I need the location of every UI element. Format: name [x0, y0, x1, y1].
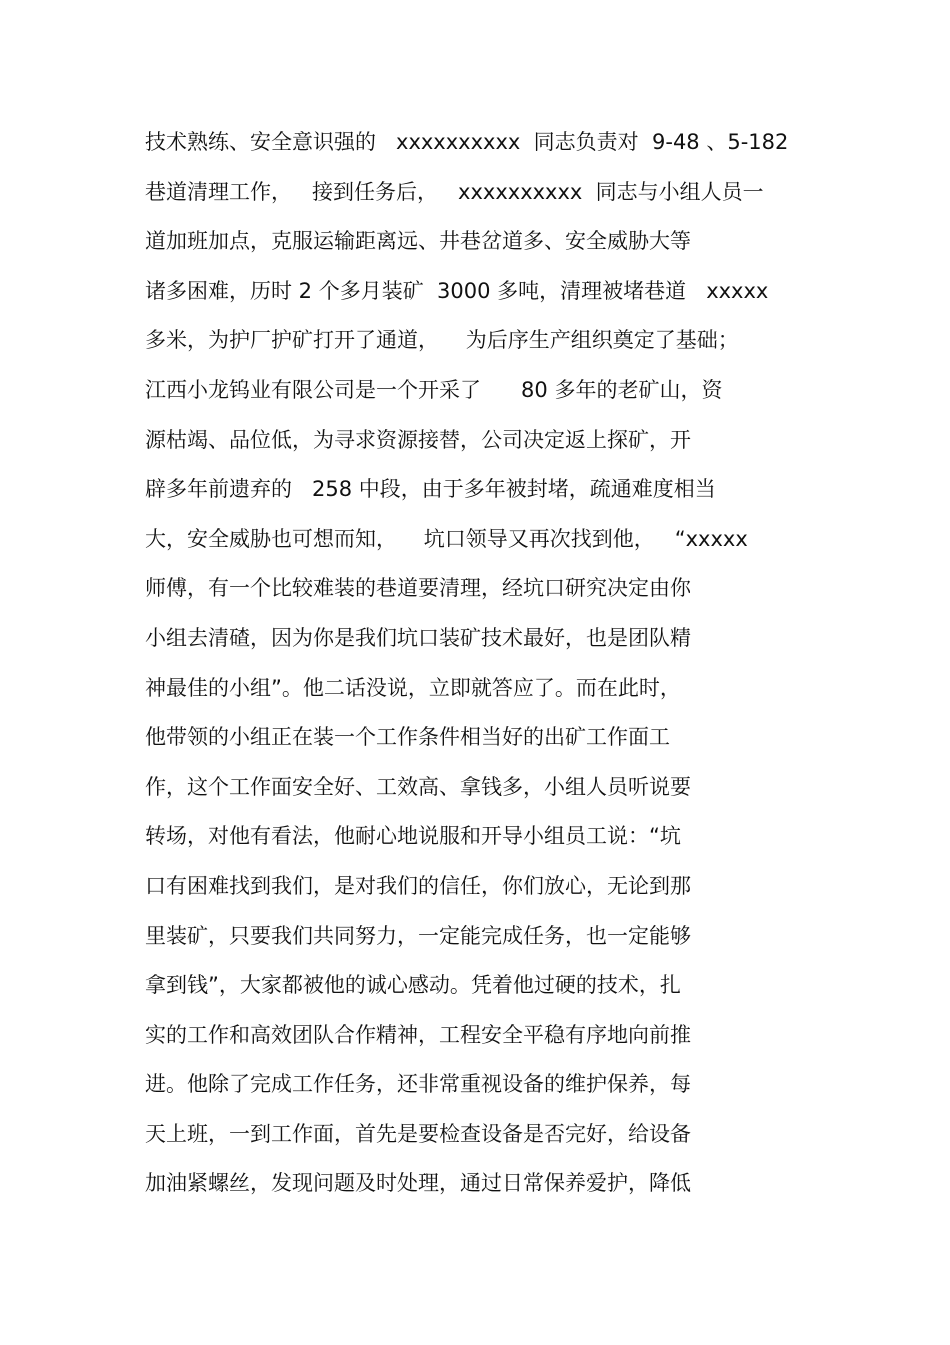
text-line: 江西小龙钨业有限公司是一个开采了 80 多年的老矿山，资: [145, 377, 723, 402]
text-line: 诸多困难，历时 2 个多月装矿 3000 多吨，清理被堵巷道 xxxxx: [145, 278, 769, 303]
text-line: 大，安全威胁也可想而知， 坑口领导又再次找到他， “xxxxx: [145, 526, 748, 551]
text-line: 神最佳的小组”。他二话没说，立即就答应了。而在此时，: [145, 675, 681, 700]
text-line: 拿到钱”，大家都被他的诚心感动。凭着他过硬的技术，扎: [145, 973, 681, 998]
text-line: 小组去清碴，因为你是我们坑口装矿技术最好，也是团队精: [145, 625, 691, 650]
text-line: 口有困难找到我们，是对我们的信任，你们放心，无论到那: [145, 873, 691, 898]
text-line: 作，这个工作面安全好、工效高、拿钱多，小组人员听说要: [145, 774, 691, 799]
text-line: 道加班加点，克服运输距离远、井巷岔道多、安全威胁大等: [145, 229, 691, 254]
text-line: 转场，对他有看法，他耐心地说服和开导小组员工说：“坑: [145, 824, 681, 849]
text-line: 技术熟练、安全意识强的 xxxxxxxxxx 同志负责对 9-48 、5-182: [145, 130, 789, 154]
text-line: 天上班，一到工作面，首先是要检查设备是否完好，给设备: [145, 1121, 691, 1146]
text-line: 多米，为护厂护矿打开了通道， 为后序生产组织奠定了基础；: [145, 328, 739, 353]
text-line: 辟多年前遗弃的 258 中段，由于多年被封堵，疏通难度相当: [145, 477, 716, 502]
text-line: 师傅，有一个比较难装的巷道要清理，经坑口研究决定由你: [145, 576, 691, 601]
text-line: 源枯竭、品位低，为寻求资源接替，公司决定返上探矿，开: [145, 427, 691, 452]
body-text: [145, 118, 825, 1209]
text-line: 加油紧螺丝，发现问题及时处理，通过日常保养爱护，降低: [145, 1171, 691, 1196]
text-line: 里装矿，只要我们共同努力，一定能完成任务，也一定能够: [145, 923, 691, 948]
text-line: 巷道清理工作， 接到任务后， xxxxxxxxxx 同志与小组人员一: [145, 179, 764, 204]
text-line: 进。他除了完成工作任务，还非常重视设备的维护保养，每: [145, 1072, 691, 1097]
text-line: 他带领的小组正在装一个工作条件相当好的出矿工作面工: [145, 725, 670, 750]
text-line: 实的工作和高效团队合作精神，工程安全平稳有序地向前推: [145, 1022, 691, 1047]
